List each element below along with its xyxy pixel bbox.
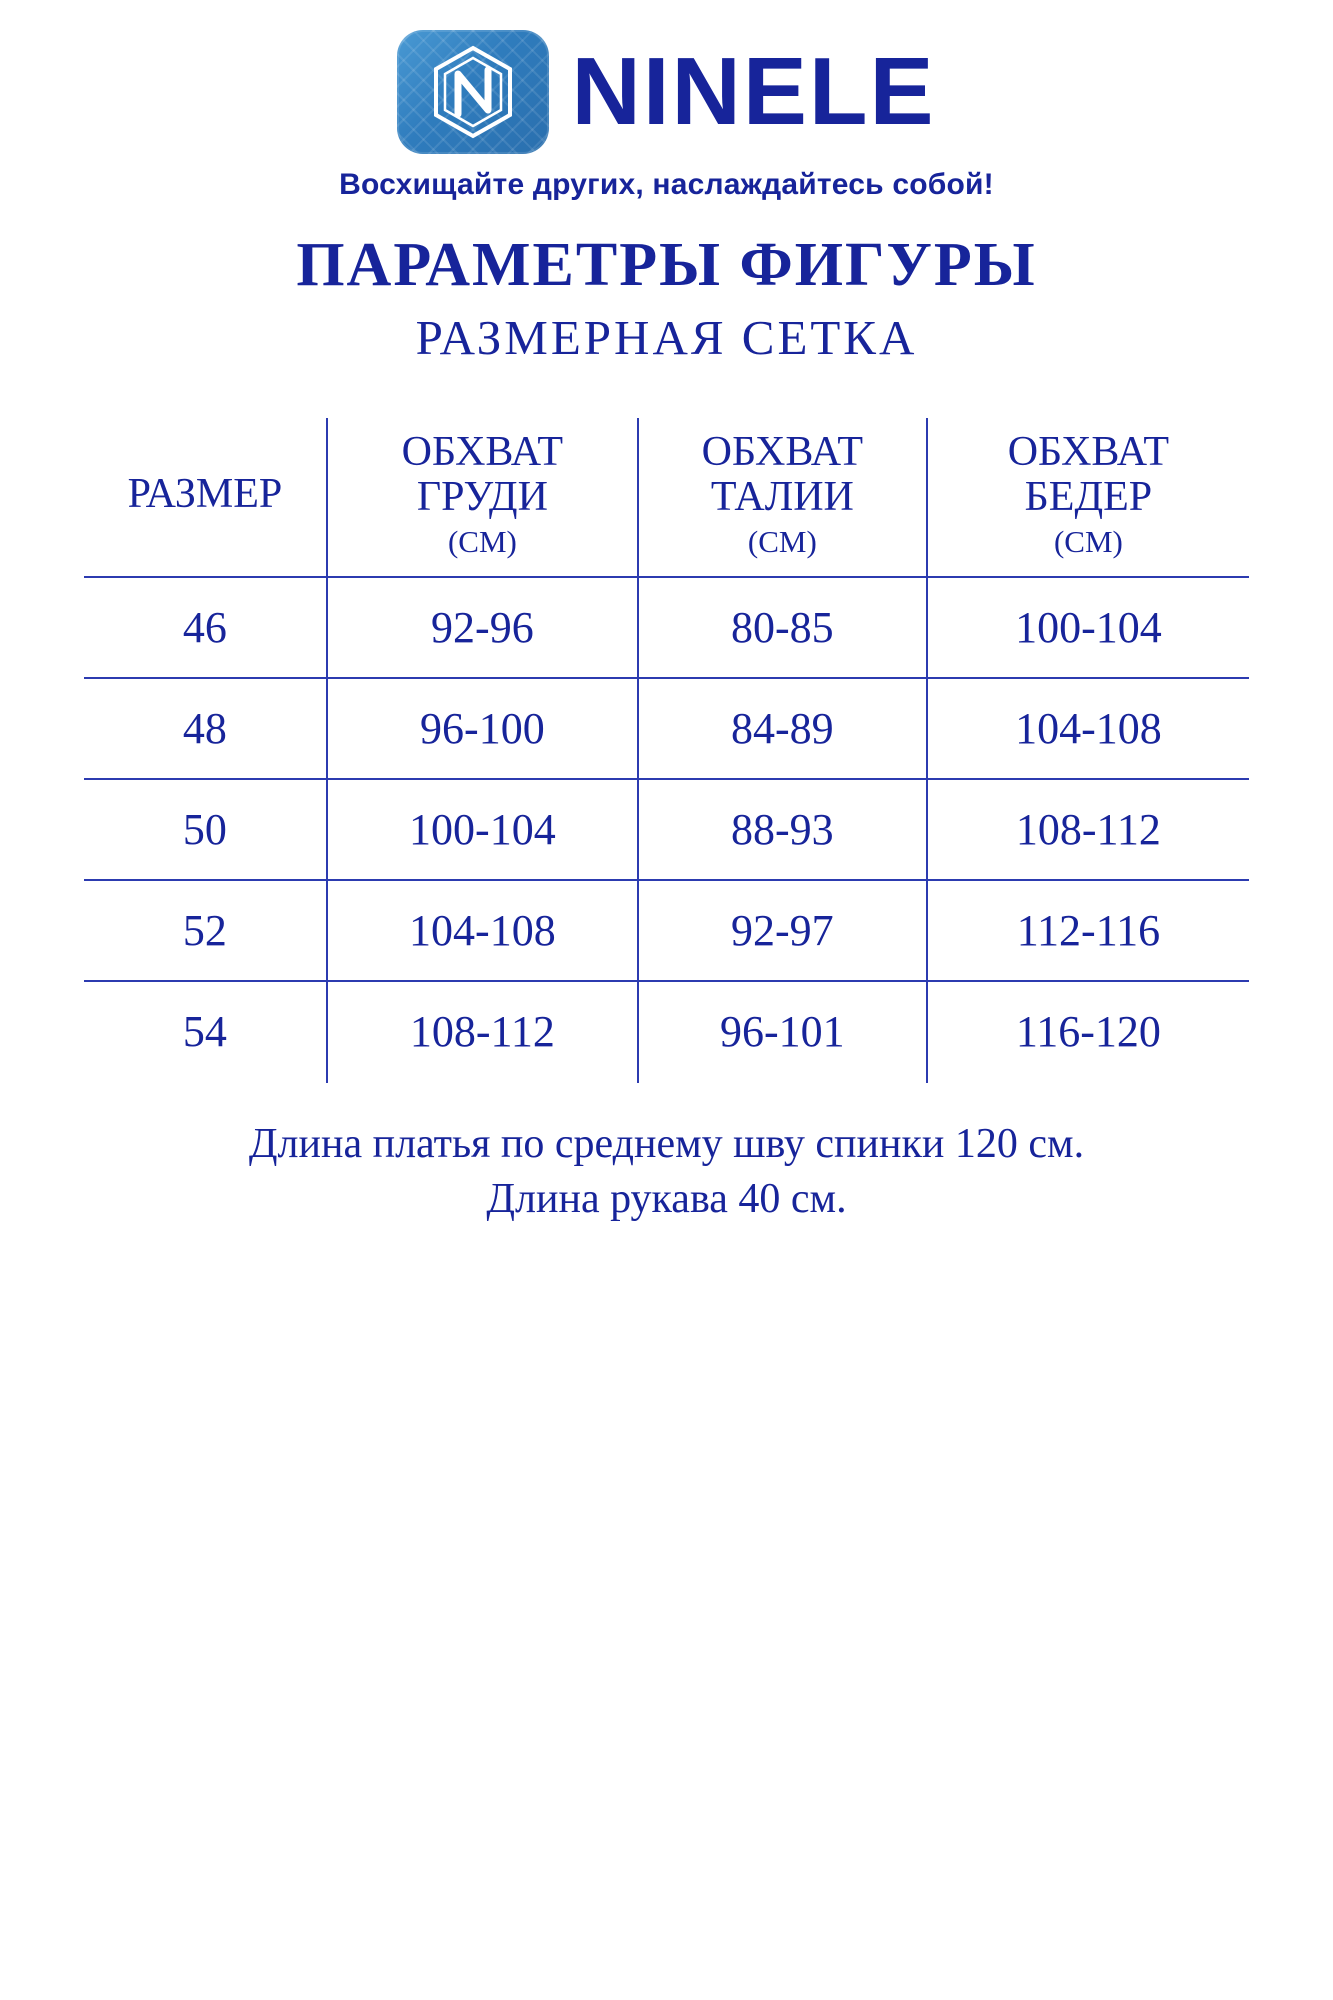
brand-row	[397, 30, 935, 154]
cell-chest: 108-112	[327, 981, 638, 1083]
table-header-row	[84, 418, 1249, 577]
cell-chest: 104-108	[327, 880, 638, 981]
cell-size: 54	[182, 1006, 227, 1056]
table-body	[84, 577, 1249, 1083]
column-header-chest-line2: ГРУДИ	[416, 474, 548, 521]
ninele-logo-icon	[397, 30, 549, 154]
brand-header	[0, 0, 1333, 202]
cell-hips: 116-120	[927, 981, 1249, 1083]
column-header-chest-unit: (СМ)	[447, 523, 517, 559]
page-title: ПАРАМЕТРЫ ФИГУРЫ	[296, 231, 1037, 299]
cell-waist: 88-93	[638, 779, 927, 880]
cell-hips: 100-104	[927, 577, 1249, 678]
table-row	[84, 678, 1249, 779]
column-header-size-line1: РАЗМЕР	[127, 471, 283, 518]
size-grid-table	[84, 418, 1249, 1083]
cell-size: 46	[182, 602, 227, 652]
table-row	[84, 577, 1249, 678]
note-dress-length: Длина платья по среднему шву спинки 120 см.	[248, 1120, 1085, 1167]
column-header-waist	[638, 418, 927, 577]
cell-hips: 108-112	[927, 779, 1249, 880]
column-header-waist-line2: ТАЛИИ	[710, 474, 854, 521]
column-header-hips-unit: (СМ)	[1053, 523, 1123, 559]
column-header-hips-line1: ОБХВАТ	[1007, 429, 1170, 475]
column-header-chest-line1: ОБХВАТ	[401, 429, 564, 475]
table-row	[84, 779, 1249, 880]
note-sleeve-length: Длина рукава 40 см.	[486, 1176, 847, 1223]
column-header-waist-line1: ОБХВАТ	[701, 429, 864, 475]
cell-waist: 80-85	[638, 577, 927, 678]
cell-size: 52	[182, 905, 227, 955]
cell-size: 48	[182, 703, 227, 753]
cell-waist: 84-89	[638, 678, 927, 779]
column-header-hips	[927, 418, 1249, 577]
cell-waist: 96-101	[638, 981, 927, 1083]
brand-tagline: Восхищайте других, наслаждайтесь собой!	[339, 168, 994, 201]
column-header-size	[84, 418, 327, 577]
table-head	[84, 418, 1249, 577]
cell-waist: 92-97	[638, 880, 927, 981]
cell-hips: 104-108	[927, 678, 1249, 779]
cell-chest: 100-104	[327, 779, 638, 880]
page-subtitle: РАЗМЕРНАЯ СЕТКА	[415, 310, 918, 365]
cell-chest: 92-96	[327, 577, 638, 678]
column-header-waist-unit: (СМ)	[747, 523, 817, 559]
cell-hips: 112-116	[927, 880, 1249, 981]
footer-notes	[0, 1117, 1333, 1228]
column-header-chest	[327, 418, 638, 577]
table-row	[84, 981, 1249, 1083]
brand-name: NINELE	[571, 38, 936, 145]
size-grid-wrapper	[84, 418, 1249, 1083]
column-header-hips-line2: БЕДЕР	[1024, 474, 1153, 521]
cell-chest: 96-100	[327, 678, 638, 779]
table-row	[84, 880, 1249, 981]
cell-size: 50	[182, 804, 227, 854]
